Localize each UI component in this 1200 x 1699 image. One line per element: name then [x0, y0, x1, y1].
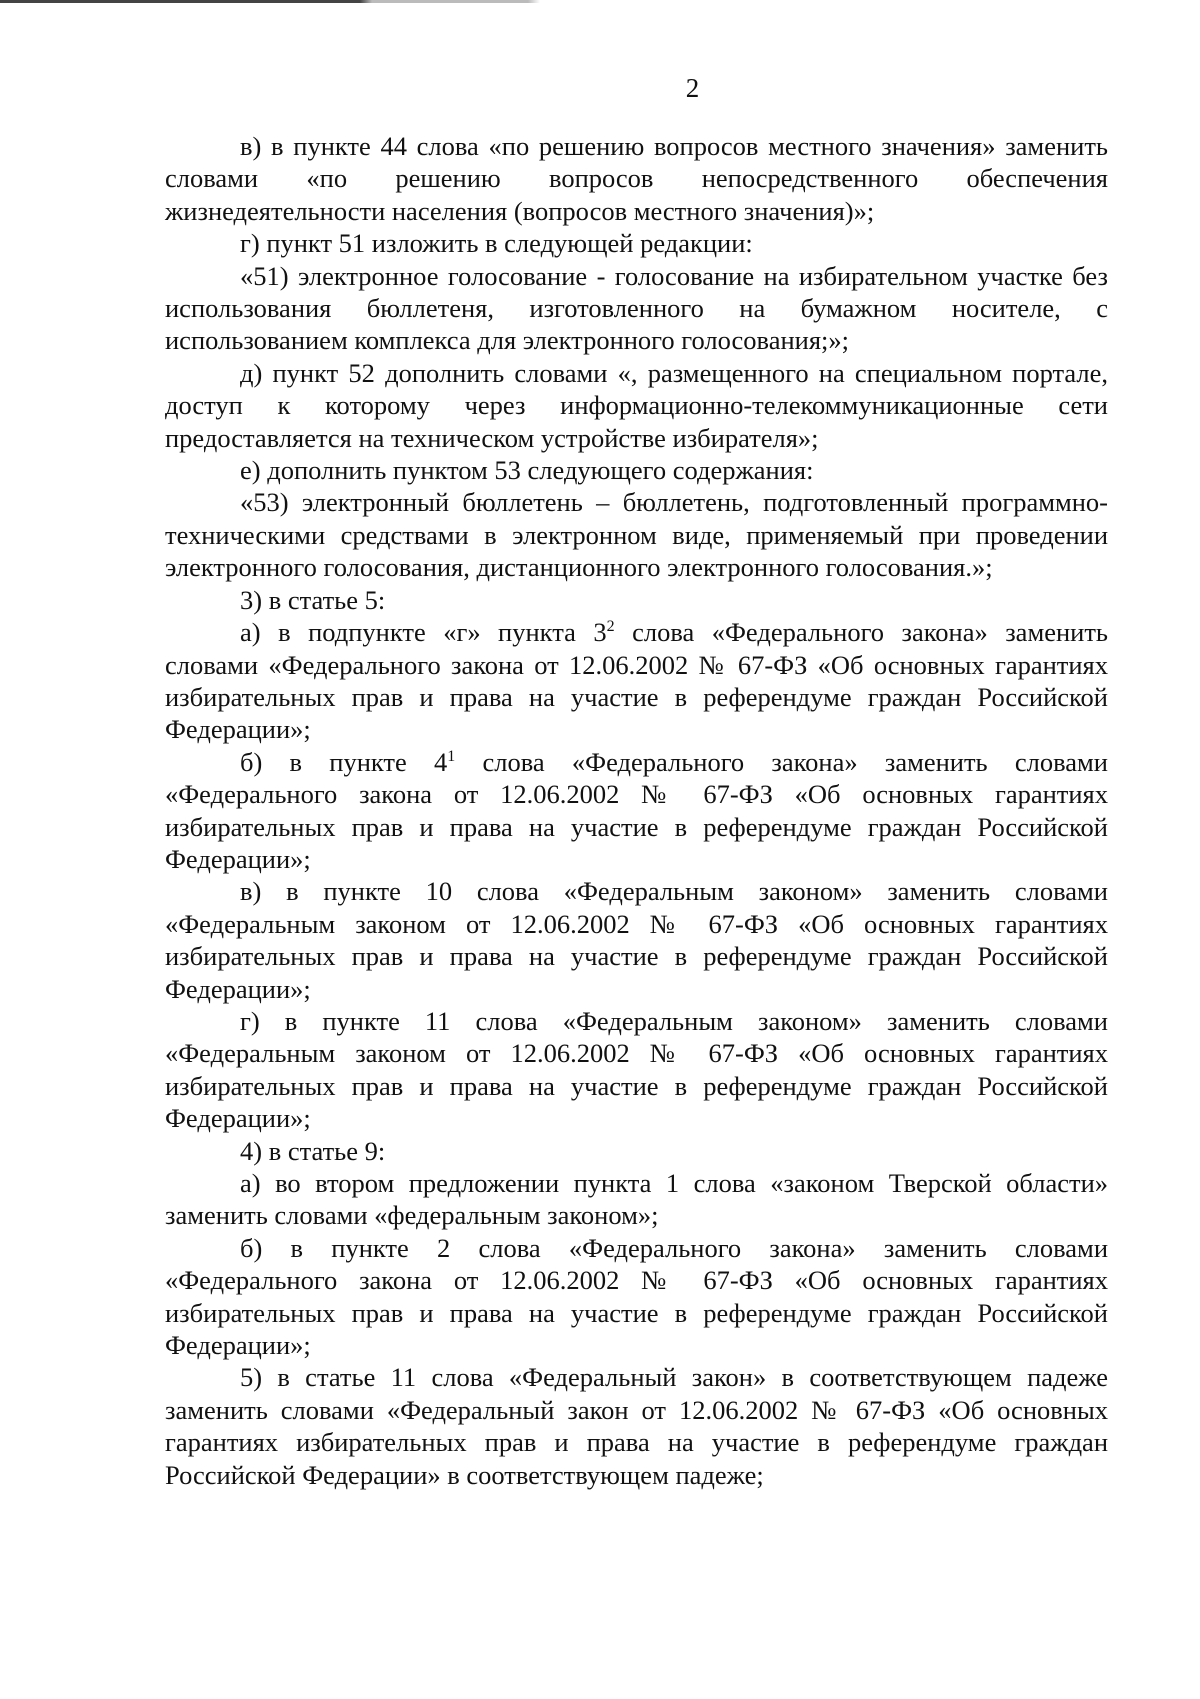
paragraph-text: слова «Федерального закона» заменить словами «Федерального закона от 12.06.2002 № 67-ФЗ «Об основных гарантиях избирательных прав и права на участие в референдуме граждан Российской Федерации»;	[165, 746, 1108, 874]
paragraph: а) во втором предложении пункта 1 слова «законом Тверской области» заменить словами «федеральным законом»;	[165, 1168, 1108, 1231]
paragraph: «53) электронный бюллетень – бюллетень, подготовленный программно-техническими средствами в электронном виде, применяемый при проведении электронного голосования, дистанционного электронного голосования.»;	[165, 487, 1108, 583]
paragraph-text: слова «Федерального закона» заменить словами «Федерального закона от 12.06.2002 № 67-ФЗ «Об основных гарантиях избирательных прав и права на участие в референдуме граждан Российской Федерации»;	[165, 617, 1109, 745]
paragraph: в) в пункте 10 слова «Федеральным законом» заменить словами «Федеральным законом от 12.06.2002 № 67-ФЗ «Об основных гарантиях избирательных прав и права на участие в референдуме граждан Российской Федерации»;	[165, 876, 1108, 1004]
superscript: 1	[447, 747, 456, 765]
document-body	[165, 130, 1108, 1491]
paragraph: 3) в статье 5:	[240, 584, 386, 615]
paragraph-with-superscript	[165, 746, 1108, 876]
paragraph: б) в пункте 2 слова «Федерального закона» заменить словами «Федерального закона от 12.06.2002 № 67-ФЗ «Об основных гарантиях избирательных прав и права на участие в референдуме граждан Российской Федерации»;	[165, 1232, 1108, 1361]
page-number: 2	[685, 73, 700, 103]
paragraph: г) пункт 51 изложить в следующей редакции:	[240, 228, 753, 259]
paragraph-text: б) в пункте 4	[240, 746, 448, 777]
paragraph: г) в пункте 11 слова «Федеральным законом» заменить словами «Федеральным законом от 12.06.2002 № 67-ФЗ «Об основных гарантиях избирательных прав и права на участие в референдуме граждан Российской Федерации»;	[165, 1005, 1108, 1134]
paragraph-with-superscript	[165, 616, 1108, 746]
superscript: 2	[606, 618, 615, 636]
paragraph: «51) электронное голосование - голосование на избирательном участке без использования бюллетеня, изготовленного на бумажном носителе, с использованием комплекса для электронного голосования;»;	[165, 260, 1108, 356]
scan-top-edge	[0, 0, 1200, 3]
paragraph: е) дополнить пунктом 53 следующего содержания:	[240, 455, 814, 486]
paragraph: в) в пункте 44 слова «по решению вопросов местного значения» заменить словами «по решению вопросов непосредственного обеспечения жизнедеятельности населения (вопросов местного значения)»;	[165, 131, 1108, 226]
paragraph-text: а) в подпункте «г» пункта 3	[240, 617, 607, 648]
paragraph: 4) в статье 9:	[240, 1135, 386, 1166]
paragraph: 5) в статье 11 слова «Федеральный закон» в соответствующем падеже заменить словами «Федеральный закон от 12.06.2002 № 67-ФЗ «Об основных гарантиях избирательных прав и права на участие в референдуме граждан Российской Федерации» в соответствующем падеже;	[165, 1362, 1108, 1490]
paragraph: д) пункт 52 дополнить словами «, размещенного на специальном портале, доступ к которому через информационно-телекоммуникационные сети предоставляется на техническом устройстве избирателя»;	[165, 357, 1108, 453]
